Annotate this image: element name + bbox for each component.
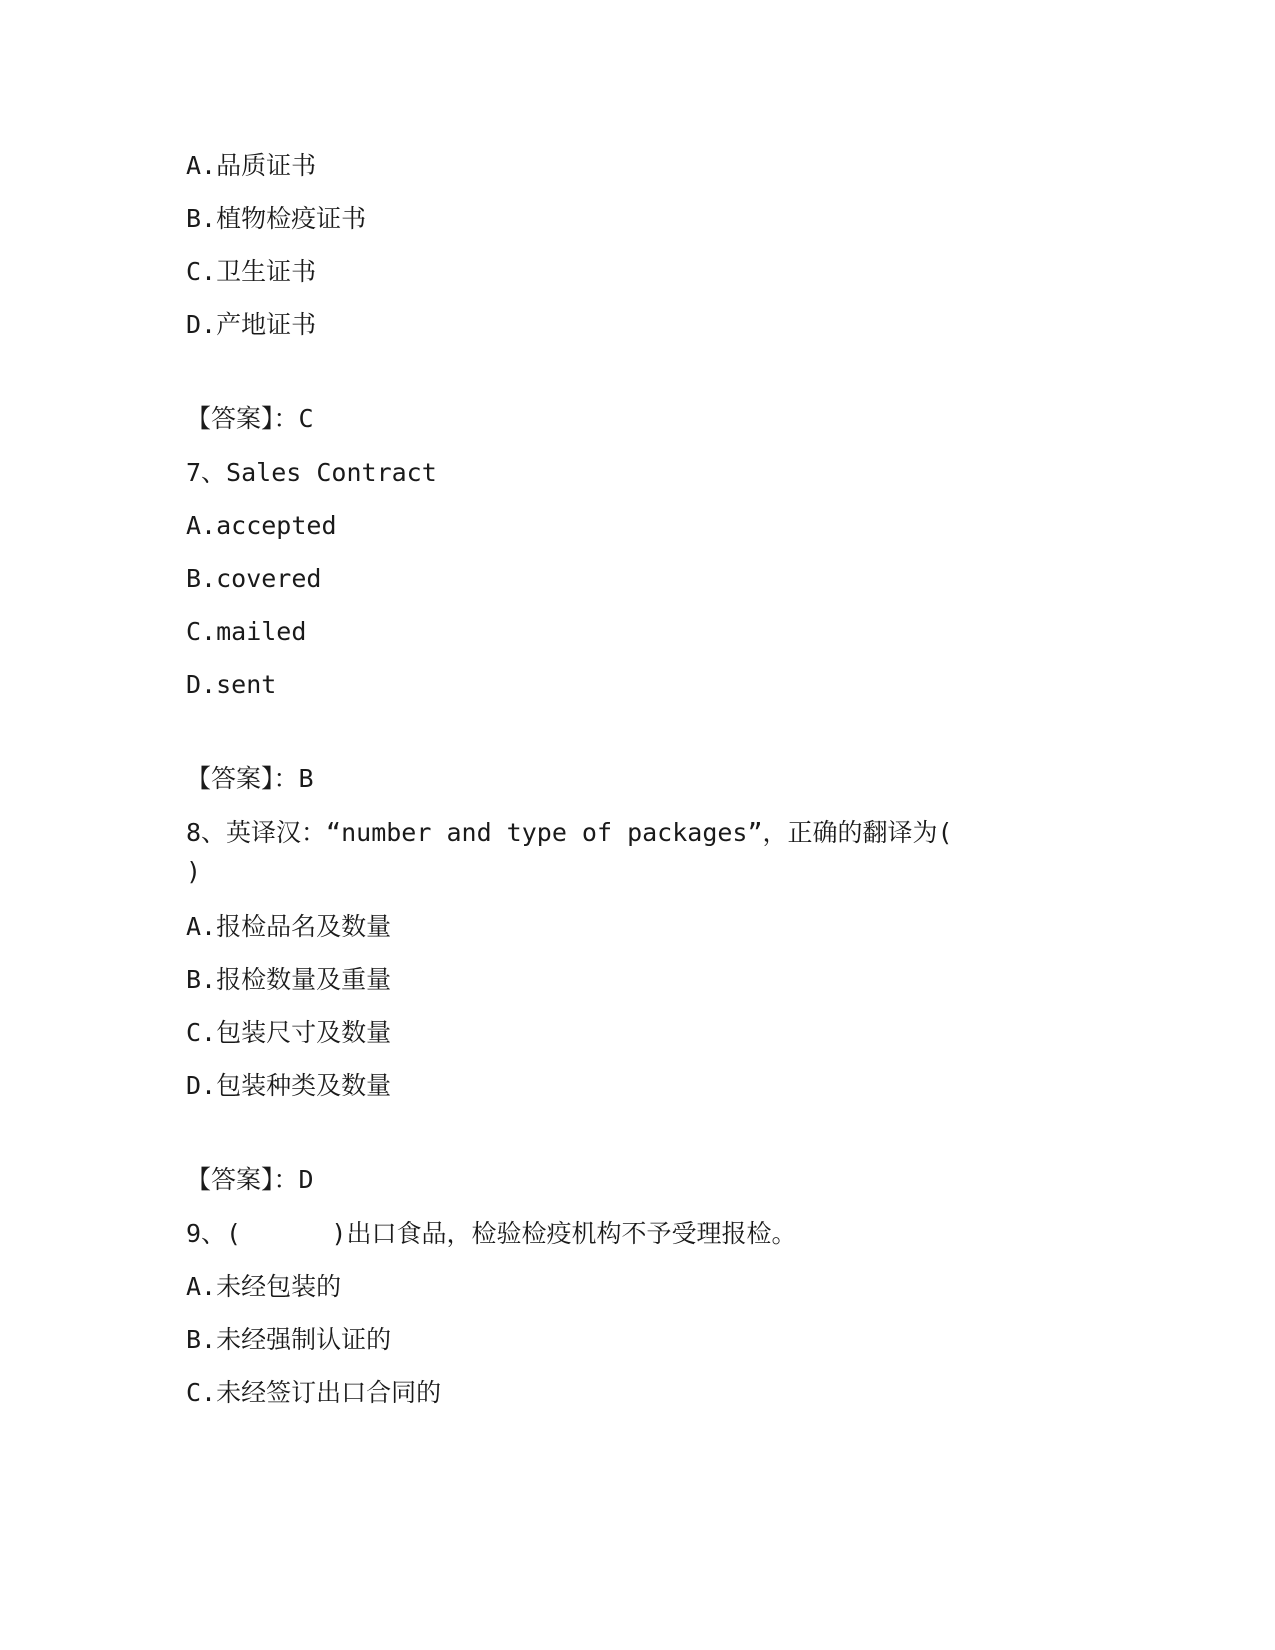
- q6-option-a: A.品质证书: [186, 151, 317, 180]
- q9-question: 9、( )出口食品，检验检疫机构不予受理报检。: [186, 1219, 797, 1248]
- q7-answer: 【答案】：B: [186, 764, 314, 793]
- q8-option-c: C.包装尺寸及数量: [186, 1018, 392, 1047]
- q8-question-cont: ): [186, 857, 202, 886]
- q7-option-c: C.mailed: [186, 617, 307, 646]
- q6-option-c: C.卫生证书: [186, 257, 317, 286]
- q8-option-b: B.报检数量及重量: [186, 965, 392, 994]
- q9-option-c: C.未经签订出口合同的: [186, 1378, 442, 1407]
- q9-option-b: B.未经强制认证的: [186, 1325, 392, 1354]
- q9-option-a: A.未经包装的: [186, 1272, 342, 1301]
- q7-question: 7、Sales Contract: [186, 458, 437, 487]
- q8-question: 8、英译汉：“number and type of packages”，正确的翻译为(: [186, 818, 953, 847]
- q6-option-d: D.产地证书: [186, 310, 317, 339]
- q7-option-a: A.accepted: [186, 511, 337, 540]
- q7-option-d: D.sent: [186, 670, 277, 699]
- q8-option-a: A.报检品名及数量: [186, 912, 392, 941]
- q7-option-b: B.covered: [186, 564, 322, 593]
- q8-option-d: D.包装种类及数量: [186, 1071, 392, 1100]
- q6-answer: 【答案】：C: [186, 404, 314, 433]
- q8-answer: 【答案】：D: [186, 1165, 314, 1194]
- q6-option-b: B.植物检疫证书: [186, 204, 367, 233]
